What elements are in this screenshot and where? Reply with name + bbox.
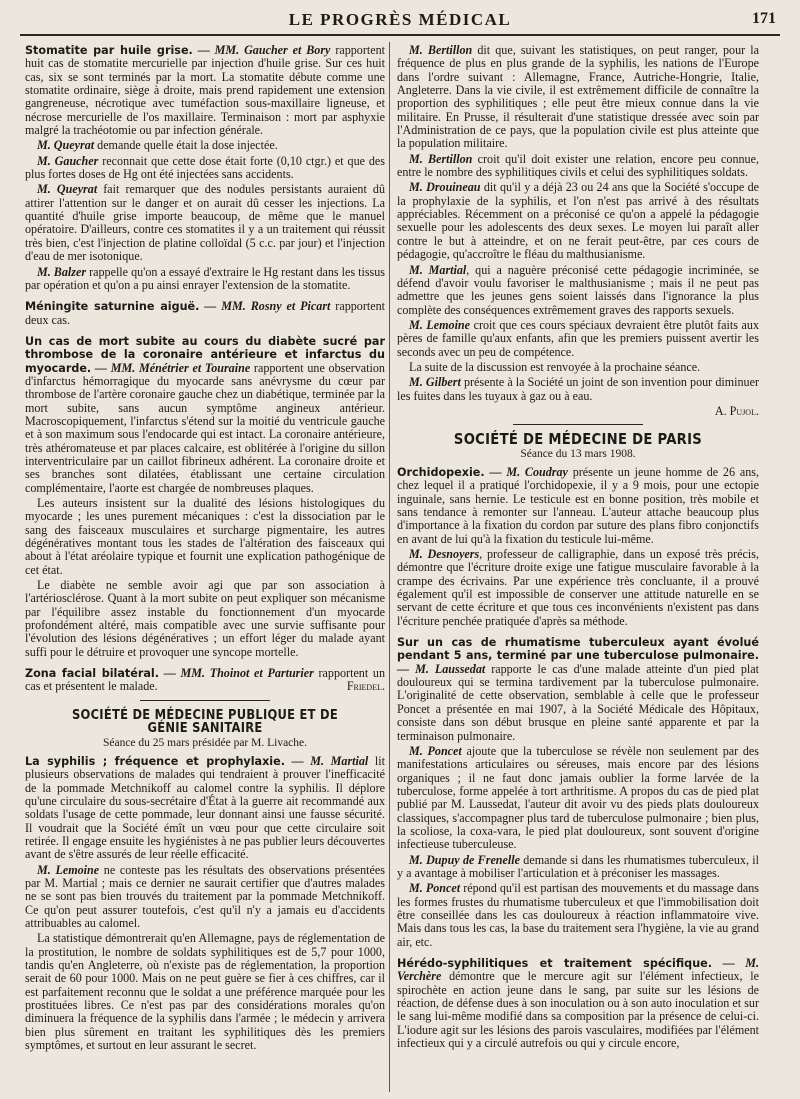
page-number: 171	[752, 10, 776, 27]
paragraph-text: rapportent deux cas.	[25, 299, 385, 327]
speaker-name: M. Gilbert	[409, 375, 461, 390]
paragraph-text: ajoute que la tuberculose se révèle non seulement par des manifestations articulaires ou séreuses, mais encore par des lésions organiques ; il ne faut donc jamais oublier la forme larvée de la tuberculose, forme appelée à tort arthritisme. A propos du cas de pied plat publié par M. Laussedat, l'auteur dit avoir vu des pieds plats douloureux classiques, s'accompagner plus tard de tuberculose pulmonaire ; bien plus, la scoliose, la coxa-vara, le pied plat douloureux, sont souvent d'origine infectieuse tuberculeuse.	[397, 743, 760, 852]
topic-heading: Sur un cas de rhumatisme tuberculeux ayant évolué pendant 5 ans, terminé par une tuberculose pulmonaire.	[397, 636, 759, 663]
paragraph-text: Les auteurs insistent sur la dualité des lésions histologiques du myocarde ; les unes purement mécaniques : c'est la dissociation par le sang des faisceaux musculaires et surcharge pigmentaire, les autres dégénératives montant tous les stades de l'altération des faisceaux qui about à l'état aréolaire typique et fournit une explication pathogénique de cet état.	[25, 496, 385, 577]
paragraph	[25, 667, 385, 694]
paragraph	[25, 864, 385, 931]
topic-heading: Orchidopexie.	[397, 465, 485, 479]
paragraph	[397, 548, 759, 628]
paragraph	[397, 376, 759, 403]
paragraph-text: rapporte le cas d'une malade atteinte d'un pied plat douloureux qui se termina tardivement par la tuberculose pulmonaire. L'originalité de cette observation, semblable à celle que le professeur Poncet a présentée en mai 1907, à la Société Médicale des Hôpitaux, consiste dans son début brusque en pleine santé apparente et par la terminaison pulmonaire.	[397, 661, 759, 743]
paragraph-text: demande quelle était la dose injectée.	[97, 138, 278, 153]
speaker-name: M. Dupuy de Frenelle	[409, 852, 520, 867]
topic-heading: Stomatite par huile grise.	[25, 44, 193, 57]
section-title: SOCIÉTÉ DE MÉDECINE PUBLIQUE ET DE GÉNIE SANITAIRE	[71, 707, 338, 737]
paragraph-text: dit que, suivant les statistiques, on peut ranger, pour la fréquence de plus en plus grande de la syphilis, les nations de l'Europe dans l'ordre suivant : Allemagne, France, Autriche-Hongrie, Italie, Angleterre. Dans la vie civile, il est extrêmement difficile de connaître la proportion des syphilitiques ; elle peut être mieux connue dans la vie militaire. En Prusse, il résulterait d'une statistique dressée avec soin par l'Administration de ce pays, que la population civile est plus atteinte que la population militaire.	[397, 43, 760, 151]
session-date: Séance du 13 mars 1908.	[520, 447, 636, 460]
paragraph	[397, 745, 759, 852]
paragraph	[397, 181, 759, 261]
paragraph	[397, 361, 759, 374]
paragraph-text: La statistique démontrerait qu'en Allemagne, pays de réglementation de la prostitution, le nombre de soldats syphilitiques est de 5,7 pour 1000, tandis qu'en Angleterre, où n'existe pas de réglementation, la proportion serait de 60 pour 1000. Mais on ne peut guère se fier à ces chiffres, car il est parfaitement reconnu que le soldat a une préférence marquée pour les prostituées libres. Ce n'est pas par des considérations morales qu'on diminuera la fréquence de la syphilis dans l'armée ; le médecin y arrivera bien plus sûrement en traitant les syphilitiques dès les premiers symptômes, et surtout en leur assurant le secret.	[25, 931, 385, 1053]
paragraph	[25, 266, 385, 293]
speaker-names: — MM. Rosny et Picart	[204, 299, 331, 314]
speaker-names: — M. Verchère	[397, 956, 759, 984]
paragraph-text: lit plusieurs observations de malades qui tendraient à prouver l'inefficacité de la pommade Metchnikoff au calomel contre la syphilis. Il déplore qu'une circulaire du sous-secrétaire d'État à la guerre ait recommandé aux soldats l'usage de cette pommade, leur donnant ainsi une fausse sécurité. Il voudrait que la Société émît un vœu pour que cette circulaire soit retirée. Il engage ensuite les hygiénistes à ne pas publier leurs découvertes avant de s'être assurés de leur réelle efficacité.	[25, 753, 385, 862]
paragraph	[25, 497, 385, 577]
section-separator	[513, 424, 643, 425]
paragraph-text: Le diabète ne semble avoir agi que par son association à l'artériosclérose. Quant à la mort subite on peut expliquer son mécanisme par l'équilibre assez instable du fonctionnement d'un myocarde profondément altéré, mais compatible avec une survie suffisante pour l'évolution des lésions dégénératives ; un effort léger du malade ayant suffi pour le détruire et provoquer une syncope mortelle.	[25, 578, 385, 659]
paragraph	[397, 854, 759, 881]
paragraph	[25, 335, 385, 495]
topic-heading: Zona facial bilatéral.	[25, 667, 160, 681]
paragraph-text: rappelle qu'on a essayé d'extraire le Hg restant dans les tissus par opération et qu'on a pu ainsi enrayer l'extension de la stomatite.	[25, 264, 385, 292]
right-column	[397, 44, 759, 1052]
paragraph-text: La suite de la discussion est renvoyée à la prochaine séance.	[409, 359, 701, 374]
paragraph-text: rapportent huit cas de stomatite mercurielle par injection d'huile grise. Sur ces huit cas, six se sont terminés par la mort. La stomatite débute comme une stomatite ordinaire, siège à droite, mais prend rapidement une extension gangreneuse, nécrotique avec tuméfaction sous-maxillaire ligneuse, et nécrose mercurielle de l'os maxillaire. Terminaison : mort par asphyxie malgré la trachéotomie ou par infection générale.	[25, 43, 386, 138]
topic-heading: La syphilis ; fréquence et prophylaxie.	[25, 754, 285, 768]
speaker-name: M. Desnoyers	[409, 547, 480, 562]
paragraph	[397, 636, 759, 743]
paragraph-text: croit que ces cours spéciaux devraient être plutôt faits aux pères de famille qu'aux enfants, afin que les premiers puissent avertir les seconds avec un peu de compétence.	[397, 317, 759, 359]
topic-heading: Méningite saturnine aiguë.	[25, 300, 200, 314]
paragraph-text: présente à la Société un joint de son invention pour diminuer les fuites dans les tuyaux à gaz ou à eau.	[397, 375, 759, 403]
journal-title: LE PROGRÈS MÉDICAL	[288, 10, 512, 29]
paragraph-text: démontre que le mercure agit sur l'élément infectieux, le spirochète en action jeune dans le sang, par suite sur les lésions de réaction, de défense dues à son inoculation ou à son auto inoculation et sur le sang lui-même modifié dans sa composition par la présence de celui-ci. L'iodure agit sur les lésions des parois vasculaires, modifiées par l'élément infectieux qui y a circulé autrefois ou qui y circule encore,	[397, 969, 760, 1051]
paragraph	[397, 466, 759, 546]
speaker-names: — M. Laussedat	[397, 661, 486, 676]
speaker-names: — MM. Thoinot et Parturier	[163, 666, 314, 681]
paragraph-text: répond qu'il est partisan des mouvements et du massage dans les formes frustes du rhumatisme tuberculeux et que l'immobilisation doit être conseillée dans les cas douloureux à réaction inflammatoire vive. Mais dans tous les cas, la base du traitement sera l'hygiène, la vie au grand air, etc.	[397, 881, 759, 949]
speaker-name: M. Lemoine	[37, 862, 100, 877]
speaker-names: — M. Coudray	[489, 464, 568, 479]
paragraph	[397, 319, 759, 359]
paragraph-text: dit qu'il y a déjà 23 ou 24 ans que la Société s'occupe de la prophylaxie de la syphilis, et l'on n'est pas arrivé à des résultats appréciables. Récemment on a préconisé ce qu'on a appelé la pédagogie sexuelle pour les adolescents des deux sexes. Le moyen lui paraît aller contre le but à atteindre, et on ne ferait peut-être, par ces cours de pédagogie, qu'accroître le fléau du malthusianisme.	[397, 180, 759, 262]
paragraph-text: présente un jeune homme de 26 ans, chez lequel il a pratiqué l'orchidopexie, il y a 9 mois, pour une ectopie inguinale, sans hernie. Le testicule est en bonne position, très mobile et sans tendance à remonter sur l'anneau. L'auteur attache beaucoup plus d'importance à la fixation du cordon par suture des plans fibro conjonctifs en avant de lui qu'à la fixation du testicule lui-même.	[397, 464, 759, 546]
speaker-name: M. Poncet	[409, 743, 462, 758]
paragraph	[25, 183, 385, 263]
paragraph	[397, 957, 759, 1050]
speaker-name: M. Poncet	[409, 881, 461, 896]
section-separator	[140, 700, 270, 701]
column-divider	[389, 42, 390, 1092]
speaker-names: — M. Martial	[291, 753, 369, 768]
speaker-name: M. Queyrat	[37, 138, 95, 153]
speaker-name: M. Bertillon	[409, 43, 473, 57]
paragraph-text: rapportent un cas et présentent le malade.	[25, 666, 385, 694]
paragraph	[25, 44, 385, 137]
topic-heading: Hérédo-syphilitiques et traitement spécifique.	[397, 957, 712, 970]
topic-heading: Un cas de mort subite au cours du diabète sucré par thrombose de la coronaire antérieure et infarctus du myocarde.	[25, 334, 385, 375]
speaker-name: M. Balzer	[37, 264, 87, 279]
session-date: Séance du 25 mars présidée par M. Livache.	[102, 736, 308, 749]
paragraph-text: demande si dans les rhumatismes tuberculeux, il y a avantage à mobiliser l'articulation et à préconiser les massages.	[397, 852, 760, 880]
speaker-name: M. Martial	[409, 262, 467, 277]
paragraph-text: fait remarquer que des nodules persistants auraient dû attirer l'attention sur le danger et on aurait dû cesser les injections. La quantité d'huile grise importe beaucoup, de même que le manuel opératoire. D'ailleurs, contre ces stomatites il y a un traitement qui réussit très bien, c'est l'injection de platine colloïdal (5 c.c. par jour) et l'injection d'eau de mer isotonique.	[25, 182, 386, 264]
paragraph	[25, 579, 385, 659]
paragraph-text: rapportent une observation d'infarctus hémorragique du myocarde sans anévrysme du cœur par thrombose de l'artère coronaire gauche chez un diabétique, terminée par la mort subite, sans aucun symptôme angineux antérieur. Macroscopiquement, l'infarctus s'étend sur la moitié du ventricule gauche et à son maximum sous l'endocarde qui est intact. La coronaire antérieure, très athéromateuse et par places calcaire, est oblitérée à l'origine du sillon interventriculaire par un caillot fibrineux adhérent. La coronaire droite et ses branches sont dilatées, établissant une certaine circulation complémentaire, l'aorte est chargée de nombreuses plaques.	[25, 360, 385, 495]
paragraph	[397, 882, 759, 949]
paragraph-text: , qui a naguère préconisé cette pédagogie incriminée, se défend d'avoir voulu favoriser le malthusianisme ; mais il ne peut pas admettre que les jeunes gens soient laissés dans l'ignorance la plus complète des conséquences extrêmement graves des rapports sexuels.	[397, 262, 759, 317]
speaker-name: M. Bertillon	[409, 151, 473, 166]
page-header	[20, 8, 780, 36]
paragraph	[25, 932, 385, 1052]
speaker-names: — MM. Ménétrier et Touraine	[94, 360, 251, 375]
paragraph	[397, 44, 759, 151]
speaker-name: M. Gaucher	[37, 153, 99, 168]
speaker-name: M. Queyrat	[37, 182, 98, 197]
paragraph	[25, 755, 385, 862]
speaker-name: M. Lemoine	[409, 317, 471, 332]
section-title: SOCIÉTÉ DE MÉDECINE DE PARIS	[453, 430, 703, 449]
paragraph-text: , professeur de calligraphie, dans un exposé très précis, démontre que l'écriture droite exige une fatigue musculaire favorable à la crampe des écrivains. Par une expérience très concluante, il a prouvé également qu'il est impossible de conserver une attitude naturelle en se servant de cette écriture et que tous ces inconvénients n'existent pas dans l'écriture penchée pratiquée d'après sa méthode.	[397, 547, 759, 628]
left-column	[25, 44, 385, 1054]
speaker-name: M. Drouineau	[409, 180, 481, 195]
author-signature: A. Pujol.	[714, 403, 759, 418]
paragraph-text: ne conteste pas les résultats des observations présentées par M. Martial ; mais ce dernier ne saurait certifier que d'autres malades ne se sont pas bien trouvés du traitement par la pommade Metchnikoff. Ce qu'on peut assurer toutefois, c'est qu'il n'y a jamais eu d'accidents attribuables au calomel.	[25, 862, 385, 930]
paragraph	[25, 300, 385, 327]
paragraph-text: reconnait que cette dose était forte (0,10 ctgr.) et que des plus fortes doses de Hg ont été injectées sans accidents.	[25, 153, 386, 182]
paragraph	[25, 155, 385, 182]
paragraph	[397, 153, 759, 180]
paragraph	[25, 139, 385, 152]
author-signature: Friedel.	[346, 679, 385, 694]
paragraph-text: croit qu'il doit exister une relation, encore peu connue, entre le nombre des syphilitiques civils et celui des syphilitiques soldats.	[397, 151, 759, 180]
paragraph	[397, 264, 759, 317]
speaker-names: — MM. Gaucher et Bory	[197, 43, 331, 57]
